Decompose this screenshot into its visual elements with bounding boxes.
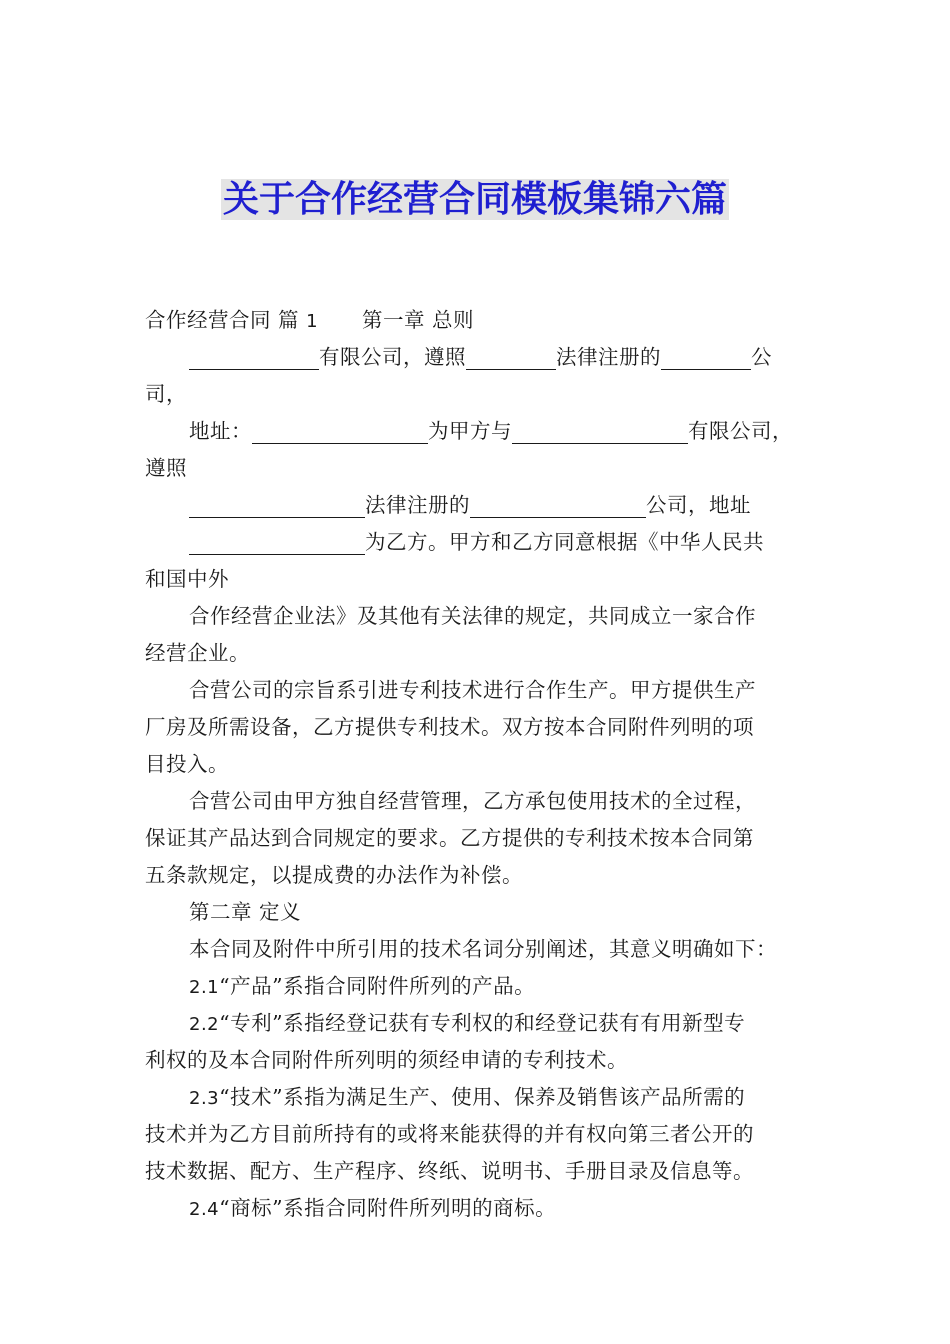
blank-field	[470, 493, 646, 518]
intro-line-3: 地址： 为甲方与 有限公司，	[189, 419, 793, 443]
blank-field	[189, 493, 365, 518]
part-label: 合作经营合同 篇	[145, 308, 300, 332]
intro-line-5: 法律注册的 公司，地址	[145, 487, 813, 524]
intro-line-7: 和国中外	[145, 567, 229, 591]
definition-2-3-line-2: 技术并为乙方目前所持有的或将来能获得的并有权向第三者公开的	[145, 1122, 754, 1146]
document-title	[0, 176, 950, 224]
section-heading	[145, 302, 813, 339]
intro-line-1: 有限公司，遵照 法律注册的 公	[145, 339, 813, 376]
definition-2-2-line-1: 2.2“专利”系指经登记获有专利权的和经登记获有有用新型专	[189, 1011, 746, 1035]
definition-2-1: 2.1“产品”系指合同附件所列的产品。	[189, 974, 536, 998]
definition-2-3-line-3: 技术数据、配方、生产程序、终纸、说明书、手册目录及信息等。	[145, 1159, 754, 1183]
management-line-1: 合营公司由甲方独自经营管理，乙方承包使用技术的全过程，	[189, 789, 756, 813]
management-line-2: 保证其产品达到合同规定的要求。乙方提供的专利技术按本合同第	[145, 826, 754, 850]
document-title-text: 关于合作经营合同模板集锦六篇	[222, 179, 727, 220]
blank-field	[252, 419, 428, 444]
purpose-line-2: 厂房及所需设备，乙方提供专利技术。双方按本合同附件列明的项	[145, 715, 754, 739]
blank-field	[512, 419, 688, 444]
part-number: 1	[306, 311, 319, 332]
clause-number: 2.4	[189, 1199, 220, 1220]
clause-number: 2.3	[189, 1088, 220, 1109]
blank-field	[189, 345, 319, 370]
intro-line-8: 合作经营企业法》及其他有关法律的规定，共同成立一家合作	[189, 604, 756, 628]
chapter-2-heading: 第二章 定义	[189, 900, 302, 924]
clause-number: 2.1	[189, 977, 220, 998]
blank-field	[189, 530, 365, 555]
intro-line-9: 经营企业。	[145, 641, 250, 665]
definition-2-4: 2.4“商标”系指合同附件所列明的商标。	[189, 1196, 557, 1220]
management-line-3: 五条款规定，以提成费的办法作为补偿。	[145, 863, 523, 887]
intro-line-6: 为乙方。甲方和乙方同意根据《中华人民共	[145, 524, 813, 561]
definition-2-3-line-1: 2.3“技术”系指为满足生产、使用、保养及销售该产品所需的	[189, 1085, 746, 1109]
intro-line-4: 遵照	[145, 456, 187, 480]
chapter-1-heading: 第一章 总则	[362, 308, 475, 332]
purpose-line-1: 合营公司的宗旨系引进专利技术进行合作生产。甲方提供生产	[189, 678, 756, 702]
definitions-intro: 本合同及附件中所引用的技术名词分别阐述，其意义明确如下：	[189, 937, 777, 961]
purpose-line-3: 目投入。	[145, 752, 229, 776]
blank-field	[466, 345, 556, 370]
definition-2-2-line-2: 利权的及本合同附件所列明的须经申请的专利技术。	[145, 1048, 628, 1072]
blank-field	[661, 345, 751, 370]
document-body	[145, 302, 813, 1227]
intro-line-2: 司，	[145, 382, 187, 406]
clause-number: 2.2	[189, 1014, 220, 1035]
